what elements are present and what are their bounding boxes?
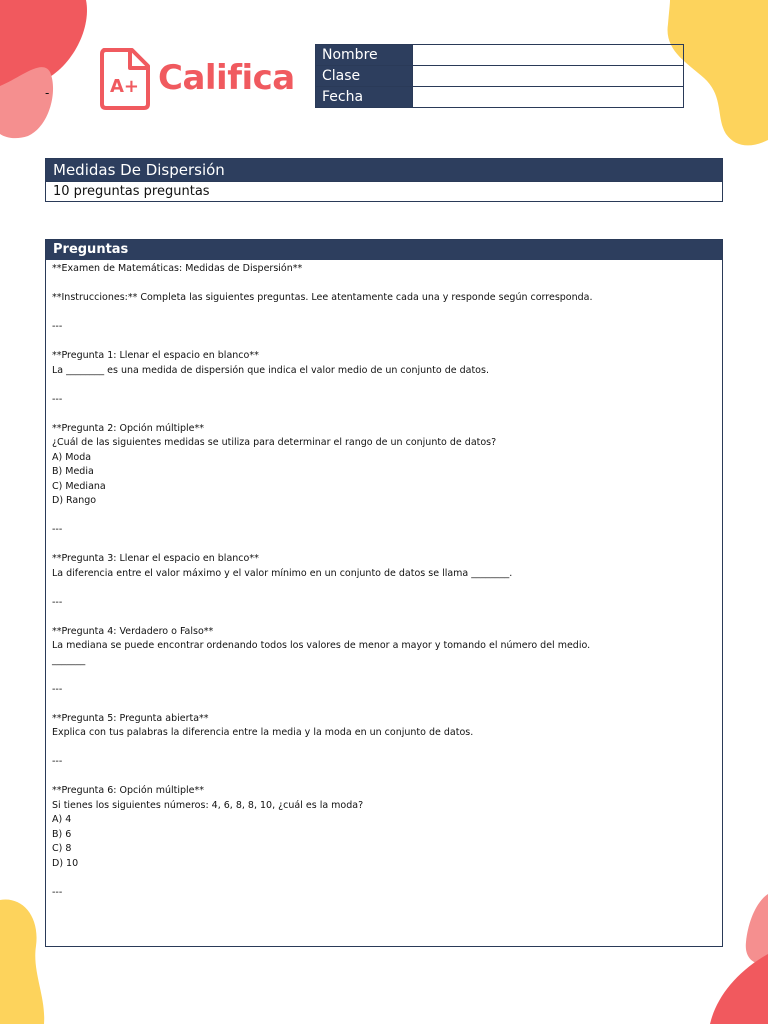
question-line: D) Rango <box>52 495 97 506</box>
question-line: **Pregunta 1: Llenar el espacio en blanco** <box>52 350 259 361</box>
decorative-blob-top-left <box>0 0 100 140</box>
page-mark: - <box>45 86 50 100</box>
table-row <box>316 45 684 66</box>
exam-subtitle: 10 preguntas preguntas <box>46 181 722 201</box>
exam-title: Medidas De Dispersión <box>46 159 722 181</box>
questions-header: Preguntas <box>46 240 722 260</box>
question-line: D) 10 <box>52 857 79 869</box>
question-line <box>52 378 716 393</box>
question-line: Explica con tus palabras la diferencia entre la media y la moda en un conjunto de datos. <box>52 727 474 738</box>
question-line: Si tienes los siguientes números: 4, 6, 8, 8, 10, ¿cuál es la moda? <box>52 799 364 811</box>
question-line: B) 6 <box>52 828 72 840</box>
question-line: **Pregunta 2: Opción múltiple** <box>52 422 205 434</box>
questions-content <box>46 260 722 900</box>
date-label: Fecha <box>316 87 413 108</box>
question-line: --- <box>52 886 63 898</box>
table-row <box>316 87 684 108</box>
question-line: --- <box>52 683 63 695</box>
question-line: --- <box>52 321 63 332</box>
question-line: La ________ es una medida de dispersión que indica el valor medio de un conjunto de datos. <box>52 364 489 376</box>
question-line: A) Moda <box>52 451 92 463</box>
question-line: --- <box>52 596 63 608</box>
question-line: C) Mediana <box>52 480 106 492</box>
question-line: _______ <box>52 654 86 666</box>
question-line <box>52 335 716 350</box>
question-line: **Pregunta 3: Llenar el espacio en blanco** <box>52 553 259 564</box>
document-badge-icon <box>98 46 152 110</box>
logo-badge-text: A+ <box>110 76 140 97</box>
table-row <box>316 66 684 87</box>
questions-section <box>45 239 723 947</box>
date-field[interactable] <box>413 87 684 108</box>
brand-logo <box>98 46 295 110</box>
class-field[interactable] <box>413 66 684 87</box>
question-line: **Pregunta 6: Opción múltiple** <box>52 785 205 796</box>
question-line: La mediana se puede encontrar ordenando todos los valores de menor a mayor y tomando el número del medio. <box>52 640 591 651</box>
class-label: Clase <box>316 66 413 87</box>
question-line <box>52 306 716 321</box>
question-line <box>52 538 716 553</box>
question-line: A) 4 <box>52 814 72 825</box>
question-line <box>52 407 716 422</box>
brand-name: Califica <box>158 58 295 98</box>
question-line <box>52 741 716 756</box>
question-line: --- <box>52 524 63 535</box>
question-line: ¿Cuál de las siguientes medidas se utiliza para determinar el rango de un conjunto de datos? <box>52 437 497 448</box>
student-info-table <box>315 44 684 108</box>
exam-title-box <box>45 158 723 202</box>
name-label: Nombre <box>316 45 413 66</box>
question-line: C) 8 <box>52 843 72 854</box>
name-field[interactable] <box>413 45 684 66</box>
question-line: --- <box>52 393 63 405</box>
question-line <box>52 871 716 886</box>
question-line: --- <box>52 756 63 767</box>
question-line <box>52 277 716 292</box>
question-line <box>52 610 716 625</box>
question-line: B) Media <box>52 466 94 477</box>
question-line <box>52 697 716 712</box>
question-line: La diferencia entre el valor máximo y el valor mínimo en un conjunto de datos se llama ________. <box>52 567 513 579</box>
question-line: **Instrucciones:** Completa las siguientes preguntas. Lee atentamente cada una y responde según corresponda. <box>52 292 593 303</box>
question-line <box>52 581 716 596</box>
question-line <box>52 509 716 524</box>
question-line: **Pregunta 5: Pregunta abierta** <box>52 712 209 724</box>
question-line: **Examen de Matemáticas: Medidas de Dispersión** <box>52 263 303 274</box>
question-line <box>52 668 716 683</box>
question-line: **Pregunta 4: Verdadero o Falso** <box>52 625 214 637</box>
question-line <box>52 770 716 785</box>
